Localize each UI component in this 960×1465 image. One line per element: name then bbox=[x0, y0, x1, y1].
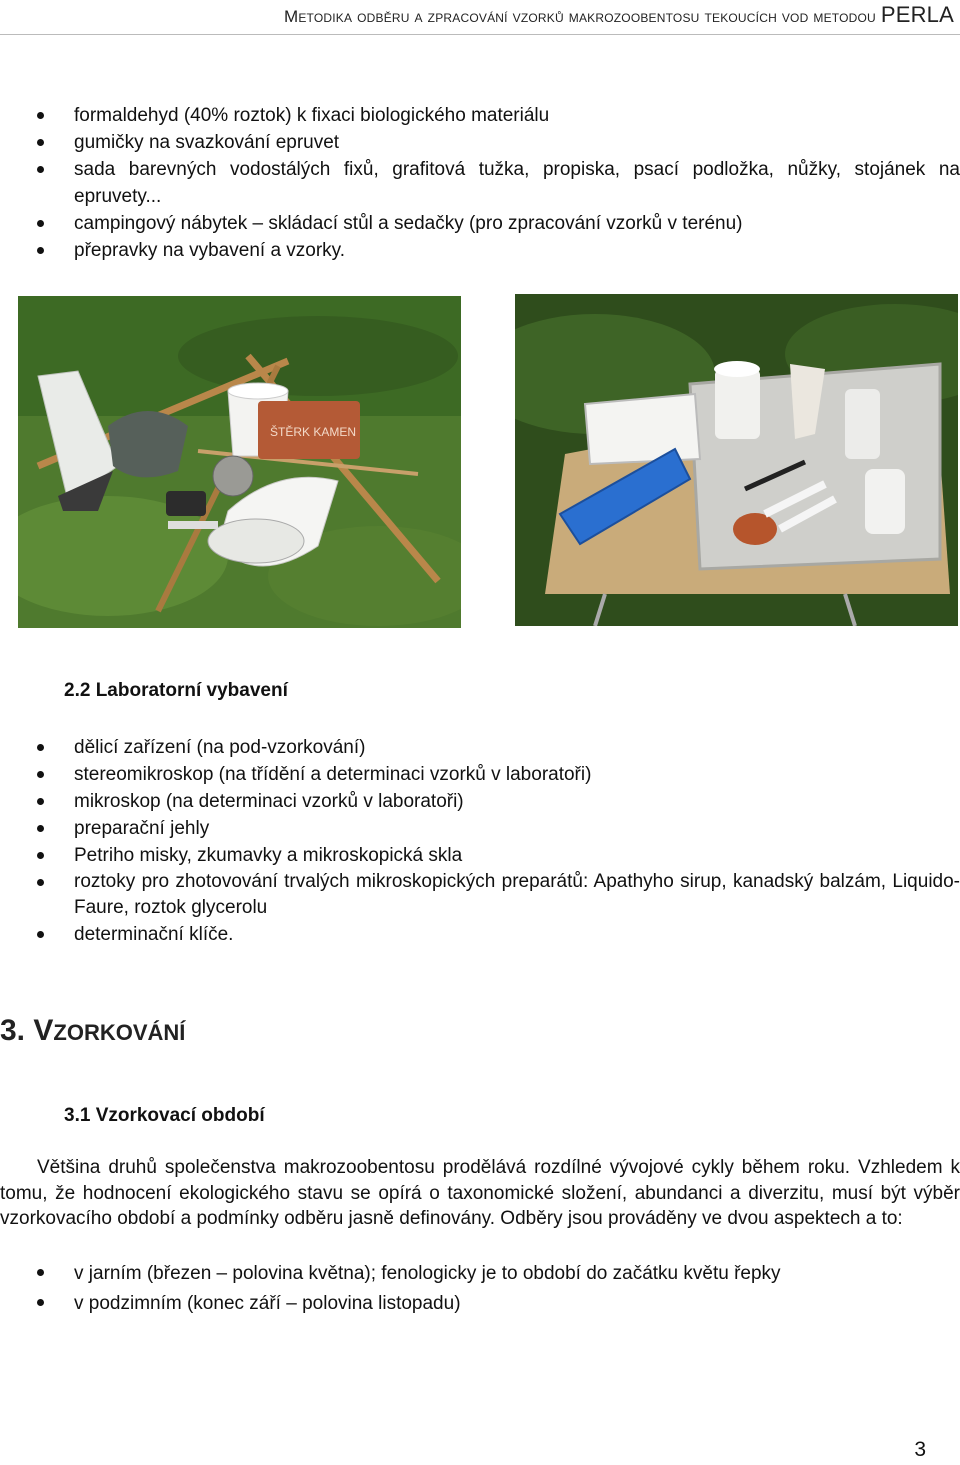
list-item: sada barevných vodostálých fixů, grafitová tužka, propiska, psací podložka, nůžky, stojánek na epruvety... bbox=[0, 156, 960, 210]
sign-text: ŠTĚRK KAMEN bbox=[270, 425, 357, 439]
list-item: mikroskop (na determinaci vzorků v laboratoři) bbox=[0, 788, 960, 815]
list-item: campingový nábytek – skládací stůl a sedačky (pro zpracování vzorků v terénu) bbox=[0, 210, 960, 237]
chapter-first-letter: V bbox=[33, 1014, 54, 1047]
lab-equipment-list bbox=[0, 734, 960, 948]
list-item: gumičky na svazkování epruvet bbox=[0, 129, 960, 156]
chapter-number: 3. bbox=[0, 1014, 26, 1047]
field-equipment-list bbox=[0, 102, 960, 264]
list-item: formaldehyd (40% roztok) k fixaci biologického materiálu bbox=[0, 102, 960, 129]
chapter-heading bbox=[0, 1014, 185, 1048]
list-item: roztoky pro zhotovování trvalých mikroskopických preparátů: Apathyho sirup, kanadský balzám, Liquido-Faure, roztok glycerolu bbox=[0, 869, 960, 921]
chapter-title-rest: ZORKOVÁNÍ bbox=[53, 1020, 186, 1045]
running-header bbox=[0, 2, 954, 28]
list-item: v jarním (březen – polovina května); fenologicky je to období do začátku květu řepky bbox=[0, 1259, 960, 1289]
list-item: Petriho misky, zkumavky a mikroskopická skla bbox=[0, 842, 960, 869]
field-table-equipment-photo bbox=[515, 294, 958, 626]
list-item: preparační jehly bbox=[0, 815, 960, 842]
list-item: determinační klíče. bbox=[0, 921, 960, 948]
field-sampling-equipment-photo bbox=[18, 296, 461, 628]
period-list bbox=[0, 1259, 960, 1319]
header-brand: PERLA bbox=[880, 2, 954, 27]
page-number: 3 bbox=[914, 1438, 926, 1461]
header-title: Metodika odběru a zpracování vzorků makrozoobentosu tekoucích vod metodou bbox=[283, 7, 876, 26]
period-paragraph: Většina druhů společenstva makrozoobentosu prodělává rozdílné vývojové cykly během roku. Vzhledem k tomu, že hodnocení ekologického stavu se opírá o taxonomické složení, abundanci a diverzitu, musí být výběr vzorkovacího období a podmínky odběru jasně definovány. Odběry jsou prováděny ve dvou aspektech a to: bbox=[0, 1157, 960, 1230]
lab-section-heading: 2.2 Laboratorní vybavení bbox=[64, 680, 288, 701]
list-item: přepravky na vybavení a vzorky. bbox=[0, 237, 960, 264]
header-rule bbox=[0, 34, 960, 35]
period-section-heading: 3.1 Vzorkovací období bbox=[64, 1105, 265, 1126]
list-item: v podzimním (konec září – polovina listopadu) bbox=[0, 1289, 960, 1319]
list-item: dělicí zařízení (na pod-vzorkování) bbox=[0, 734, 960, 761]
list-item: stereomikroskop (na třídění a determinaci vzorků v laboratoři) bbox=[0, 761, 960, 788]
